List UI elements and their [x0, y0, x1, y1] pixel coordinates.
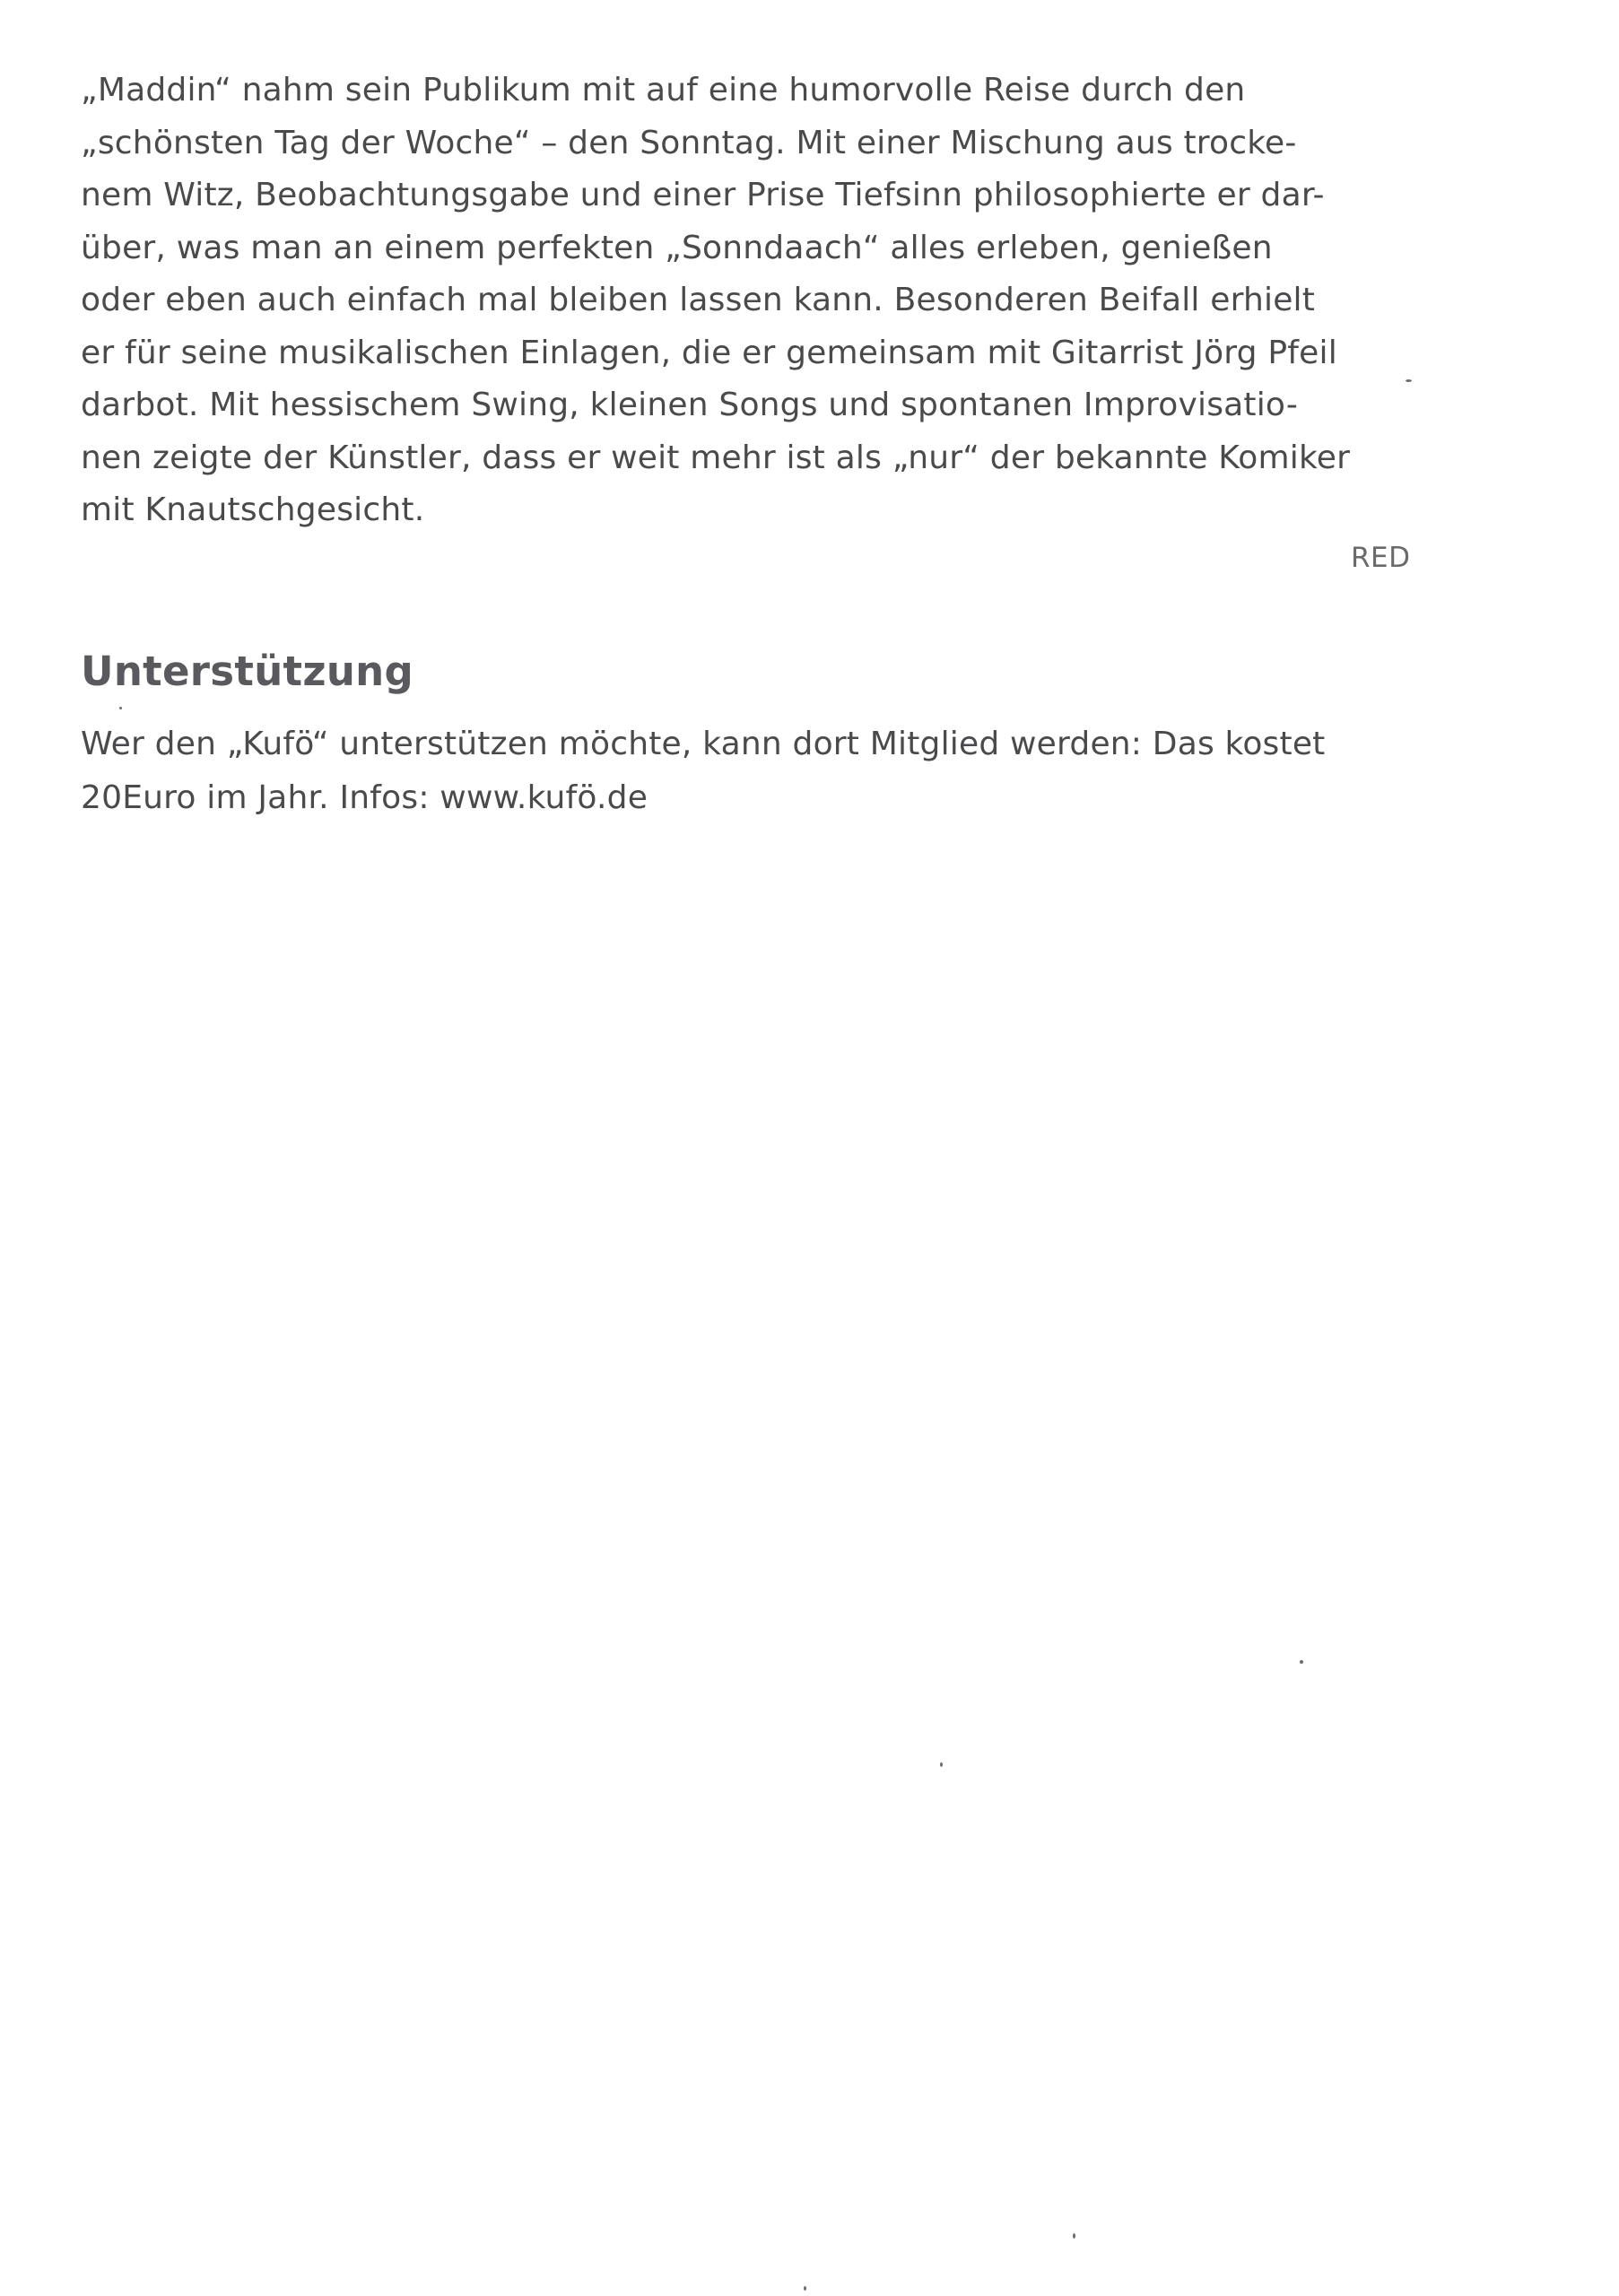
- scan-speck: [940, 1762, 943, 1767]
- article-paragraph: [81, 65, 1426, 537]
- scan-speck: [1073, 2233, 1075, 2239]
- article-line: darbot. Mit hessischem Swing, kleinen Songs und spontanen Improvisatio-: [81, 387, 1299, 423]
- scan-speck: [1406, 379, 1412, 382]
- article-line: oder eben auch einfach mal bleiben lassen kann. Besonderen Beifall erhielt: [81, 282, 1316, 318]
- article-line: „schönsten Tag der Woche“ – den Sonntag. Mit einer Mischung aus trocke-: [81, 124, 1297, 161]
- section-line: 20Euro im Jahr. Infos: www.kufö.de: [81, 779, 648, 816]
- section-paragraph: [81, 718, 1326, 825]
- article-line: mit Knautschgesicht.: [81, 491, 425, 528]
- section-line: Wer den „Kufö“ unterstützen möchte, kann dort Mitglied werden: Das kostet: [81, 726, 1326, 762]
- article-line: nem Witz, Beobachtungsgabe und einer Prise Tiefsinn philosophierte er dar-: [81, 177, 1325, 213]
- article-line: „Maddin“ nahm sein Publikum mit auf eine humorvolle Reise durch den: [81, 72, 1246, 109]
- article-line: nen zeigte der Künstler, dass er weit mehr ist als „nur“ der bekannte Komiker: [81, 439, 1351, 476]
- section-heading: Unterstützung: [81, 648, 414, 695]
- article-line: über, was man an einem perfekten „Sonndaach“ alles erleben, genießen: [81, 229, 1273, 266]
- scan-speck: [1300, 1660, 1303, 1664]
- article-body: [81, 65, 1426, 537]
- article-line: er für seine musikalischen Einlagen, die er gemeinsam mit Gitarrist Jörg Pfeil: [81, 334, 1337, 371]
- scan-speck: [804, 2286, 806, 2291]
- scan-speck: [119, 707, 122, 709]
- author-credit: RED: [1351, 542, 1411, 574]
